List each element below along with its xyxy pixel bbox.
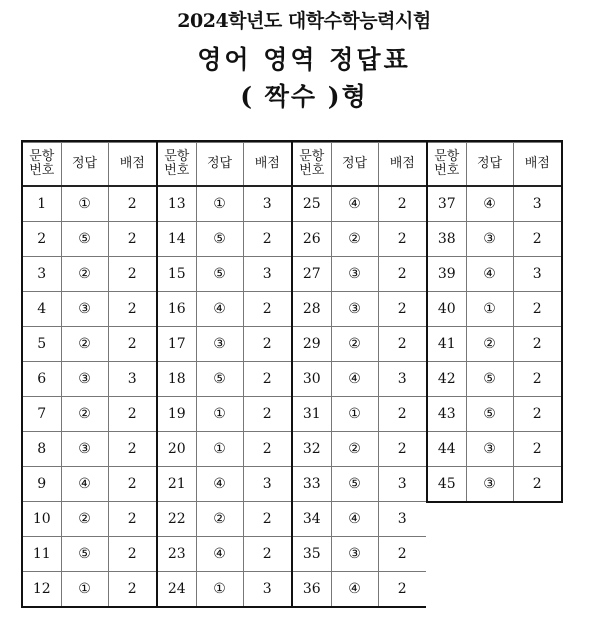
table-row xyxy=(158,292,291,327)
point-value: 2 xyxy=(513,362,561,397)
table-row xyxy=(428,327,561,362)
answer-choice: ② xyxy=(61,397,108,432)
answer-group-table xyxy=(293,142,426,606)
answer-choice: ⑤ xyxy=(466,362,513,397)
exam-title: 2024학년도 대학수학능력시험 xyxy=(177,10,431,32)
answer-choice: ① xyxy=(196,572,243,607)
question-number: 28 xyxy=(293,292,331,327)
table-row xyxy=(293,467,426,502)
question-number: 24 xyxy=(158,572,196,607)
table-row xyxy=(293,222,426,257)
table-row xyxy=(428,432,561,467)
answer-choice: ① xyxy=(466,292,513,327)
point-value: 3 xyxy=(513,186,561,222)
table-row xyxy=(23,467,156,502)
table-row xyxy=(158,397,291,432)
table-row xyxy=(428,257,561,292)
point-value: 2 xyxy=(108,257,156,292)
point-value: 3 xyxy=(378,362,426,397)
column-header-number-line1: 문항 xyxy=(29,149,55,164)
point-value: 2 xyxy=(513,327,561,362)
answer-choice: ① xyxy=(61,186,108,222)
question-number: 31 xyxy=(293,397,331,432)
question-number: 42 xyxy=(428,362,466,397)
answer-choice: ④ xyxy=(331,502,378,537)
column-header-answer: 정답 xyxy=(61,143,108,187)
question-number: 11 xyxy=(23,537,61,572)
question-number: 29 xyxy=(293,327,331,362)
point-value: 2 xyxy=(108,467,156,502)
question-number: 13 xyxy=(158,186,196,222)
answer-group-4 xyxy=(426,140,563,503)
table-row xyxy=(23,537,156,572)
point-value: 2 xyxy=(243,362,291,397)
point-value: 2 xyxy=(243,222,291,257)
column-header-number xyxy=(428,143,466,187)
point-value: 2 xyxy=(378,257,426,292)
header-row xyxy=(158,143,291,187)
table-row xyxy=(293,572,426,607)
answer-choice: ④ xyxy=(466,186,513,222)
question-number: 35 xyxy=(293,537,331,572)
header-row xyxy=(428,143,561,187)
table-row xyxy=(23,186,156,222)
column-header-number-line1: 문항 xyxy=(434,149,460,164)
question-number: 21 xyxy=(158,467,196,502)
question-number: 8 xyxy=(23,432,61,467)
question-number: 22 xyxy=(158,502,196,537)
table-row xyxy=(293,502,426,537)
question-number: 7 xyxy=(23,397,61,432)
point-value: 2 xyxy=(513,292,561,327)
question-number: 17 xyxy=(158,327,196,362)
question-number: 16 xyxy=(158,292,196,327)
answer-key-table xyxy=(21,140,563,608)
table-row xyxy=(158,222,291,257)
answer-group-1 xyxy=(21,140,156,608)
table-row xyxy=(23,397,156,432)
answer-choice: ③ xyxy=(466,467,513,502)
table-row xyxy=(23,362,156,397)
question-number: 12 xyxy=(23,572,61,607)
exam-type-title: ( 짝수 )형 xyxy=(240,82,368,111)
answer-choice: ⑤ xyxy=(61,537,108,572)
column-header-number xyxy=(23,143,61,187)
table-row xyxy=(293,186,426,222)
table-row xyxy=(23,292,156,327)
question-number: 1 xyxy=(23,186,61,222)
point-value: 2 xyxy=(378,186,426,222)
table-row xyxy=(428,186,561,222)
answer-choice: ③ xyxy=(61,292,108,327)
answer-choice: ③ xyxy=(196,327,243,362)
point-value: 3 xyxy=(243,257,291,292)
table-row xyxy=(158,186,291,222)
answer-group-table xyxy=(158,142,291,606)
point-value: 2 xyxy=(108,397,156,432)
answer-choice: ④ xyxy=(466,257,513,292)
question-number: 37 xyxy=(428,186,466,222)
table-row xyxy=(158,467,291,502)
table-row xyxy=(158,327,291,362)
table-row xyxy=(158,362,291,397)
question-number: 3 xyxy=(23,257,61,292)
question-number: 45 xyxy=(428,467,466,502)
question-number: 30 xyxy=(293,362,331,397)
point-value: 3 xyxy=(378,467,426,502)
question-number: 5 xyxy=(23,327,61,362)
point-value: 2 xyxy=(378,222,426,257)
point-value: 2 xyxy=(108,572,156,607)
point-value: 2 xyxy=(378,397,426,432)
question-number: 15 xyxy=(158,257,196,292)
point-value: 2 xyxy=(108,432,156,467)
column-header-number-line2: 번호 xyxy=(434,163,460,178)
question-number: 27 xyxy=(293,257,331,292)
table-row xyxy=(293,362,426,397)
table-row xyxy=(293,327,426,362)
answer-choice: ② xyxy=(331,222,378,257)
column-header-number-line2: 번호 xyxy=(29,163,55,178)
question-number: 40 xyxy=(428,292,466,327)
point-value: 3 xyxy=(243,467,291,502)
table-row xyxy=(428,467,561,502)
answer-choice: ① xyxy=(196,397,243,432)
answer-choice: ③ xyxy=(331,292,378,327)
column-header-points: 배점 xyxy=(243,143,291,187)
point-value: 2 xyxy=(378,292,426,327)
point-value: 3 xyxy=(243,186,291,222)
answer-group-3 xyxy=(291,140,426,608)
table-row xyxy=(23,257,156,292)
table-row xyxy=(428,362,561,397)
answer-choice: ④ xyxy=(331,362,378,397)
answer-choice: ⑤ xyxy=(196,257,243,292)
point-value: 2 xyxy=(513,222,561,257)
point-value: 2 xyxy=(108,292,156,327)
column-header-number-line1: 문항 xyxy=(299,149,325,164)
column-header-number-line2: 번호 xyxy=(299,163,325,178)
answer-choice: ④ xyxy=(196,467,243,502)
table-row xyxy=(158,537,291,572)
answer-choice: ⑤ xyxy=(196,222,243,257)
answer-choice: ③ xyxy=(466,432,513,467)
point-value: 3 xyxy=(513,257,561,292)
column-header-number xyxy=(293,143,331,187)
point-value: 2 xyxy=(243,397,291,432)
subject-title: 영어 영역 정답표 xyxy=(197,45,411,74)
answer-group-table xyxy=(23,142,156,606)
header-row xyxy=(293,143,426,187)
table-row xyxy=(428,292,561,327)
answer-choice: ② xyxy=(61,257,108,292)
header-row xyxy=(23,143,156,187)
answer-choice: ② xyxy=(466,327,513,362)
answer-choice: ③ xyxy=(331,537,378,572)
answer-choice: ④ xyxy=(196,292,243,327)
answer-choice: ① xyxy=(61,572,108,607)
point-value: 2 xyxy=(243,327,291,362)
column-header-number-line1: 문항 xyxy=(164,149,190,164)
point-value: 3 xyxy=(243,572,291,607)
table-row xyxy=(293,257,426,292)
answer-choice: ④ xyxy=(331,572,378,607)
question-number: 10 xyxy=(23,502,61,537)
table-row xyxy=(23,572,156,607)
point-value: 2 xyxy=(108,222,156,257)
point-value: 2 xyxy=(378,432,426,467)
point-value: 2 xyxy=(108,327,156,362)
question-number: 18 xyxy=(158,362,196,397)
question-number: 6 xyxy=(23,362,61,397)
point-value: 2 xyxy=(378,537,426,572)
table-row xyxy=(23,327,156,362)
table-row xyxy=(293,397,426,432)
answer-choice: ① xyxy=(196,186,243,222)
answer-choice: ③ xyxy=(331,257,378,292)
question-number: 19 xyxy=(158,397,196,432)
answer-choice: ④ xyxy=(196,537,243,572)
point-value: 2 xyxy=(378,327,426,362)
point-value: 2 xyxy=(378,572,426,607)
point-value: 2 xyxy=(108,502,156,537)
column-header-points: 배점 xyxy=(108,143,156,187)
answer-group-table xyxy=(428,142,561,501)
answer-group-2 xyxy=(156,140,291,608)
table-row xyxy=(428,397,561,432)
column-header-number xyxy=(158,143,196,187)
point-value: 2 xyxy=(243,537,291,572)
table-row xyxy=(293,537,426,572)
question-number: 20 xyxy=(158,432,196,467)
question-number: 2 xyxy=(23,222,61,257)
point-value: 2 xyxy=(108,186,156,222)
point-value: 2 xyxy=(243,432,291,467)
table-row xyxy=(23,432,156,467)
answer-choice: ② xyxy=(196,502,243,537)
question-number: 43 xyxy=(428,397,466,432)
point-value: 2 xyxy=(243,502,291,537)
answer-choice: ⑤ xyxy=(196,362,243,397)
question-number: 23 xyxy=(158,537,196,572)
answer-choice: ③ xyxy=(466,222,513,257)
table-row xyxy=(158,572,291,607)
answer-choice: ② xyxy=(331,327,378,362)
column-header-answer: 정답 xyxy=(196,143,243,187)
column-header-answer: 정답 xyxy=(331,143,378,187)
question-number: 33 xyxy=(293,467,331,502)
table-row xyxy=(23,222,156,257)
question-number: 14 xyxy=(158,222,196,257)
table-row xyxy=(23,502,156,537)
point-value: 2 xyxy=(513,467,561,502)
answer-choice: ⑤ xyxy=(331,467,378,502)
table-row xyxy=(158,502,291,537)
answer-choice: ⑤ xyxy=(61,222,108,257)
point-value: 2 xyxy=(513,397,561,432)
answer-choice: ② xyxy=(331,432,378,467)
column-header-answer: 정답 xyxy=(466,143,513,187)
question-number: 32 xyxy=(293,432,331,467)
answer-choice: ④ xyxy=(61,467,108,502)
table-row xyxy=(293,432,426,467)
point-value: 2 xyxy=(108,537,156,572)
answer-choice: ④ xyxy=(331,186,378,222)
answer-choice: ② xyxy=(61,502,108,537)
table-row xyxy=(158,432,291,467)
answer-choice: ③ xyxy=(61,432,108,467)
point-value: 2 xyxy=(243,292,291,327)
question-number: 25 xyxy=(293,186,331,222)
point-value: 3 xyxy=(378,502,426,537)
answer-choice: ① xyxy=(331,397,378,432)
question-number: 44 xyxy=(428,432,466,467)
question-number: 4 xyxy=(23,292,61,327)
question-number: 9 xyxy=(23,467,61,502)
column-header-number-line2: 번호 xyxy=(164,163,190,178)
column-header-points: 배점 xyxy=(378,143,426,187)
answer-choice: ⑤ xyxy=(466,397,513,432)
question-number: 26 xyxy=(293,222,331,257)
point-value: 2 xyxy=(513,432,561,467)
question-number: 38 xyxy=(428,222,466,257)
question-number: 41 xyxy=(428,327,466,362)
question-number: 39 xyxy=(428,257,466,292)
table-row xyxy=(158,257,291,292)
question-number: 34 xyxy=(293,502,331,537)
table-row xyxy=(293,292,426,327)
answer-choice: ③ xyxy=(61,362,108,397)
column-header-points: 배점 xyxy=(513,143,561,187)
answer-choice: ① xyxy=(196,432,243,467)
table-row xyxy=(428,222,561,257)
question-number: 36 xyxy=(293,572,331,607)
answer-choice: ② xyxy=(61,327,108,362)
point-value: 3 xyxy=(108,362,156,397)
